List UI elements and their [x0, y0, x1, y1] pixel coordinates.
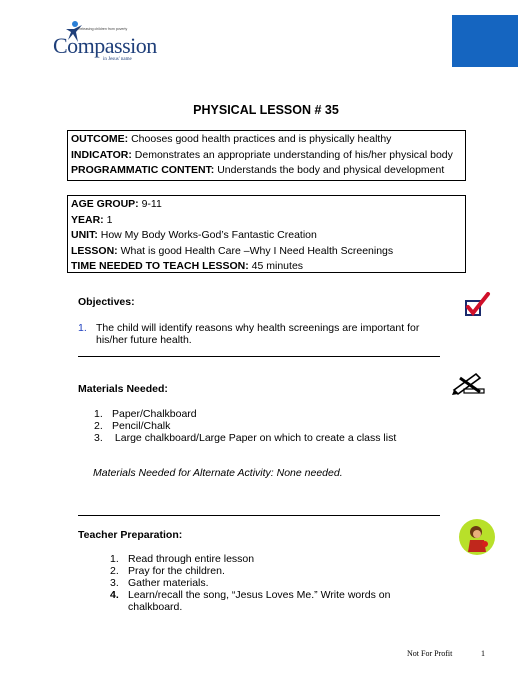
outcome-value: Chooses good health practices and is physically healthy [128, 133, 392, 145]
indicator-label: INDICATOR: [71, 148, 132, 161]
year-line [71, 213, 462, 229]
footer-page-number: 1 [481, 649, 485, 658]
materials-alternate: Materials Needed for Alternate Activity: None needed. [93, 467, 343, 479]
lesson-label: LESSON: [71, 244, 118, 257]
outcome-label: OUTCOME: [71, 133, 129, 145]
prep-item-4 [110, 589, 390, 601]
prep-num-1: 1. [110, 553, 119, 565]
prep-num-4: 4. [110, 589, 119, 601]
materials-item-3 [94, 432, 396, 444]
page-title: PHYSICAL LESSON # 35 [193, 103, 339, 117]
pencil-ruler-icon [450, 370, 486, 396]
objectives-heading: Objectives: [78, 296, 135, 308]
materials-item-1 [94, 408, 197, 420]
logo-wordmark: Compassion [53, 33, 157, 58]
time-value: 45 minutes [248, 260, 304, 272]
checkbox-check-icon [463, 292, 491, 318]
lesson-line [71, 244, 462, 260]
age-value: 9-11 [138, 198, 162, 210]
prep-text-4: Learn/recall the song, “Jesus Loves Me.” Write words on [128, 589, 391, 601]
outcome-line [71, 132, 462, 148]
materials-text-3: Large chalkboard/Large Paper on which to create a class list [112, 432, 397, 444]
time-line [71, 259, 462, 275]
materials-divider [78, 515, 440, 516]
prep-item-2 [110, 565, 225, 577]
materials-num-2: 2. [94, 420, 103, 432]
footer-not-for-profit: Not For Profit [407, 649, 453, 658]
prep-text-3: Gather materials. [128, 577, 209, 589]
materials-num-1: 1. [94, 408, 103, 420]
objectives-divider [78, 356, 440, 357]
prep-item-3 [110, 577, 209, 589]
outcome-box [67, 130, 466, 181]
logo-tagline: Releasing children from poverty [78, 27, 128, 31]
objective-number: 1. [78, 322, 87, 334]
lesson-value: What is good Health Care –Why I Need Health Screenings [117, 244, 394, 257]
age-line [71, 197, 462, 213]
prep-num-3: 3. [110, 577, 119, 589]
prep-text-1: Read through entire lesson [128, 553, 255, 565]
lesson-info-box [67, 195, 466, 273]
materials-text-1: Paper/Chalkboard [112, 408, 197, 420]
teacher-prep-heading: Teacher Preparation: [78, 529, 183, 541]
unit-value: How My Body Works-God’s Fantastic Creation [97, 229, 317, 241]
corner-blue-block [452, 15, 518, 67]
year-value: 1 [103, 213, 113, 226]
unit-label: UNIT: [71, 229, 98, 241]
materials-text-2: Pencil/Chalk [112, 420, 171, 432]
prep-text-2: Pray for the children. [128, 565, 225, 577]
objective-line-1: The child will identify reasons why health screenings are important for [96, 322, 420, 334]
materials-item-2 [94, 420, 170, 432]
unit-line [71, 228, 462, 244]
materials-heading: Materials Needed: [78, 383, 168, 395]
indicator-line [71, 148, 462, 164]
indicator-value: Demonstrates an appropriate understanding of his/her physical body [131, 148, 453, 161]
materials-num-3: 3. [94, 432, 103, 444]
teacher-apple-icon [458, 518, 496, 556]
logo-subline: in Jesus' name [103, 57, 132, 62]
objective-line-2: his/her future health. [96, 334, 192, 346]
age-label: AGE GROUP: [71, 198, 139, 210]
time-label: TIME NEEDED TO TEACH LESSON: [71, 260, 249, 272]
content-line [71, 163, 462, 179]
prep-num-2: 2. [110, 565, 119, 577]
objective-item-1 [78, 322, 419, 334]
year-label: YEAR: [71, 213, 104, 226]
prep-item-1 [110, 553, 254, 565]
content-value: Understands the body and physical development [214, 164, 445, 176]
content-label: PROGRAMMATIC CONTENT: [71, 164, 215, 176]
prep-item-4-cont: chalkboard. [128, 601, 183, 613]
